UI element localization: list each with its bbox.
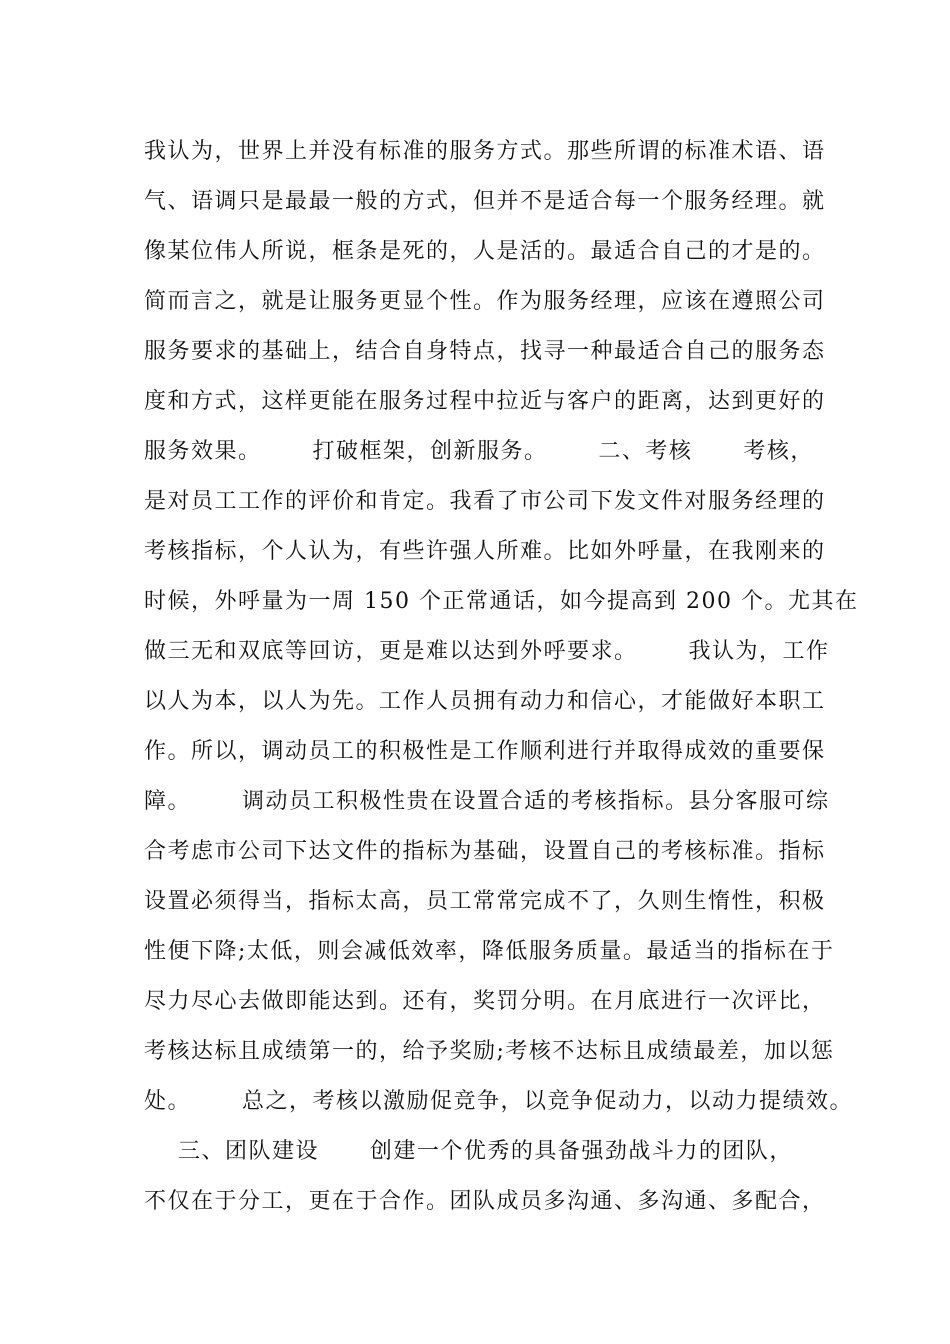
paragraph-line: 以人为本，以人为先。工作人员拥有动力和信心，才能做好本职工 <box>144 689 826 714</box>
paragraph-line: 作。所以，调动员工的积极性是工作顺利进行并取得成效的重要保 <box>144 739 826 764</box>
paragraph-line: 考核指标，个人认为，有些许强人所难。比如外呼量，在我刚来的 <box>144 539 826 564</box>
paragraph-line: 三、团队建设 创建一个优秀的具备强劲战斗力的团队， <box>144 1139 793 1164</box>
paragraph-line: 障。 调动员工积极性贵在设置合适的考核指标。县分客服可综 <box>144 789 830 814</box>
paragraph-line: 像某位伟人所说，框条是死的，人是活的。最适合自己的才是的。 <box>144 239 826 264</box>
paragraph-line: 设置必须得当，指标太高，员工常常完成不了，久则生惰性，积极 <box>144 889 826 914</box>
paragraph-line: 是对员工工作的评价和肯定。我看了市公司下发文件对服务经理的 <box>144 489 826 514</box>
paragraph-line: 做三无和双底等回访，更是难以达到外呼要求。 我认为，工作 <box>144 639 830 664</box>
paragraph-line: 气、语调只是最最一般的方式，但并不是适合每一个服务经理。就 <box>144 189 826 214</box>
paragraph-line: 不仅在于分工，更在于合作。团队成员多沟通、多沟通、多配合， <box>144 1189 826 1214</box>
paragraph-line: 合考虑市公司下达文件的指标为基础，设置自己的考核标准。指标 <box>144 839 826 864</box>
paragraph-line: 我认为，世界上并没有标准的服务方式。那些所谓的标准术语、语 <box>144 139 826 164</box>
paragraph-line: 度和方式，这样更能在服务过程中拉近与客户的距离，达到更好的 <box>144 389 826 414</box>
paragraph-line: 服务效果。 打破框架，创新服务。 二、考核 考核， <box>144 439 814 464</box>
paragraph-line: 简而言之，就是让服务更显个性。作为服务经理，应该在遵照公司 <box>144 289 826 314</box>
paragraph-line: 服务要求的基础上，结合自身特点，找寻一种最适合自己的服务态 <box>144 339 826 364</box>
paragraph-line: 考核达标且成绩第一的，给予奖励;考核不达标且成绩最差，加以惩 <box>144 1039 835 1064</box>
paragraph-line: 处。 总之，考核以激励促竞争，以竞争促动力，以动力提绩效。 <box>144 1089 853 1114</box>
paragraph-line: 时候，外呼量为一周 150 个正常通话，如今提高到 200 个。尤其在 <box>144 589 859 614</box>
paragraph-line: 尽力尽心去做即能达到。还有，奖罚分明。在月底进行一次评比， <box>144 989 826 1014</box>
paragraph-line: 性便下降;太低，则会减低效率，降低服务质量。最适当的指标在于 <box>144 939 835 964</box>
